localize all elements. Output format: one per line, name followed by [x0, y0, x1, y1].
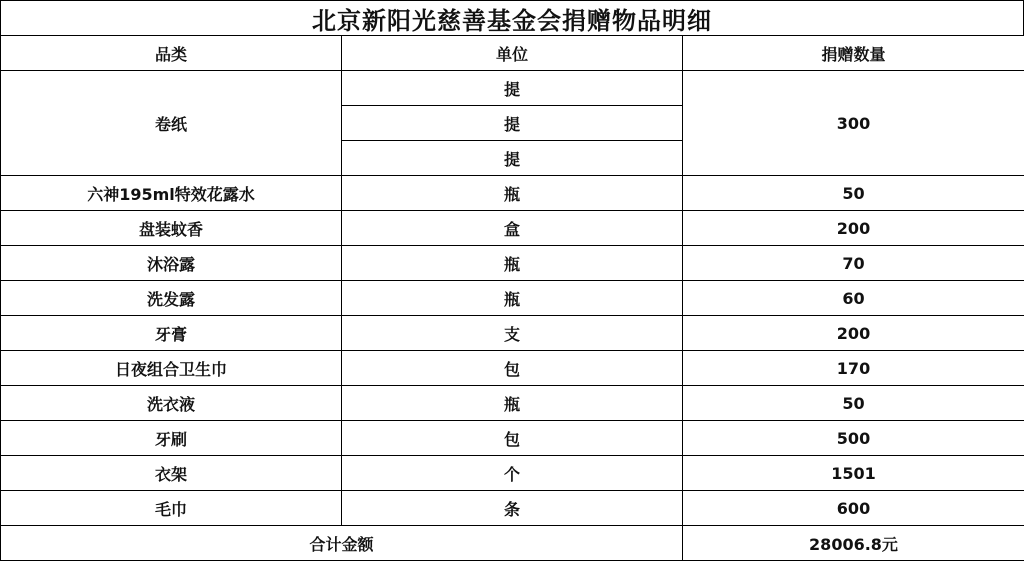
header-unit: 单位 [342, 36, 683, 71]
row-quantity: 600 [683, 491, 1024, 526]
row-unit: 瓶 [342, 281, 683, 316]
row-unit: 提 [342, 141, 683, 176]
row-quantity: 170 [683, 351, 1024, 386]
row-unit: 提 [342, 71, 683, 106]
row-unit: 提 [342, 106, 683, 141]
row-unit: 支 [342, 316, 683, 351]
row-quantity: 50 [683, 176, 1024, 211]
table-body [1, 71, 1024, 526]
row-category: 衣架 [1, 456, 342, 491]
row-quantity: 200 [683, 211, 1024, 246]
sheet-title: 北京新阳光慈善基金会捐赠物品明细 [0, 0, 1024, 36]
table-row [1, 176, 1024, 211]
row-unit: 瓶 [342, 246, 683, 281]
row-category: 沐浴露 [1, 246, 342, 281]
row-unit: 瓶 [342, 176, 683, 211]
row-quantity: 500 [683, 421, 1024, 456]
row-unit: 包 [342, 421, 683, 456]
row-quantity: 60 [683, 281, 1024, 316]
row-category: 牙刷 [1, 421, 342, 456]
row-category: 牙膏 [1, 316, 342, 351]
row-quantity: 1501 [683, 456, 1024, 491]
table-row [1, 316, 1024, 351]
row-category: 盘装蚊香 [1, 211, 342, 246]
row-category: 日夜组合卫生巾 [1, 351, 342, 386]
table-row [1, 71, 1024, 106]
donation-table [0, 35, 1024, 561]
row-quantity: 300 [683, 71, 1024, 176]
row-category: 卷纸 [1, 71, 342, 176]
row-quantity: 70 [683, 246, 1024, 281]
table-row [1, 456, 1024, 491]
row-unit: 瓶 [342, 386, 683, 421]
table-row [1, 281, 1024, 316]
row-quantity: 200 [683, 316, 1024, 351]
header-quantity: 捐赠数量 [683, 36, 1024, 71]
header-category: 品类 [1, 36, 342, 71]
total-row [1, 526, 1024, 561]
row-quantity: 50 [683, 386, 1024, 421]
total-value: 28006.8元 [683, 526, 1024, 561]
row-unit: 盒 [342, 211, 683, 246]
row-category: 六神195ml特效花露水 [1, 176, 342, 211]
row-unit: 条 [342, 491, 683, 526]
row-unit: 包 [342, 351, 683, 386]
table-row [1, 211, 1024, 246]
total-label: 合计金额 [1, 526, 683, 561]
table-row [1, 246, 1024, 281]
row-category: 洗衣液 [1, 386, 342, 421]
row-category: 毛巾 [1, 491, 342, 526]
row-category: 洗发露 [1, 281, 342, 316]
row-unit: 个 [342, 456, 683, 491]
table-row [1, 421, 1024, 456]
table-row [1, 351, 1024, 386]
table-row [1, 386, 1024, 421]
table-row [1, 491, 1024, 526]
header-row [1, 36, 1024, 71]
